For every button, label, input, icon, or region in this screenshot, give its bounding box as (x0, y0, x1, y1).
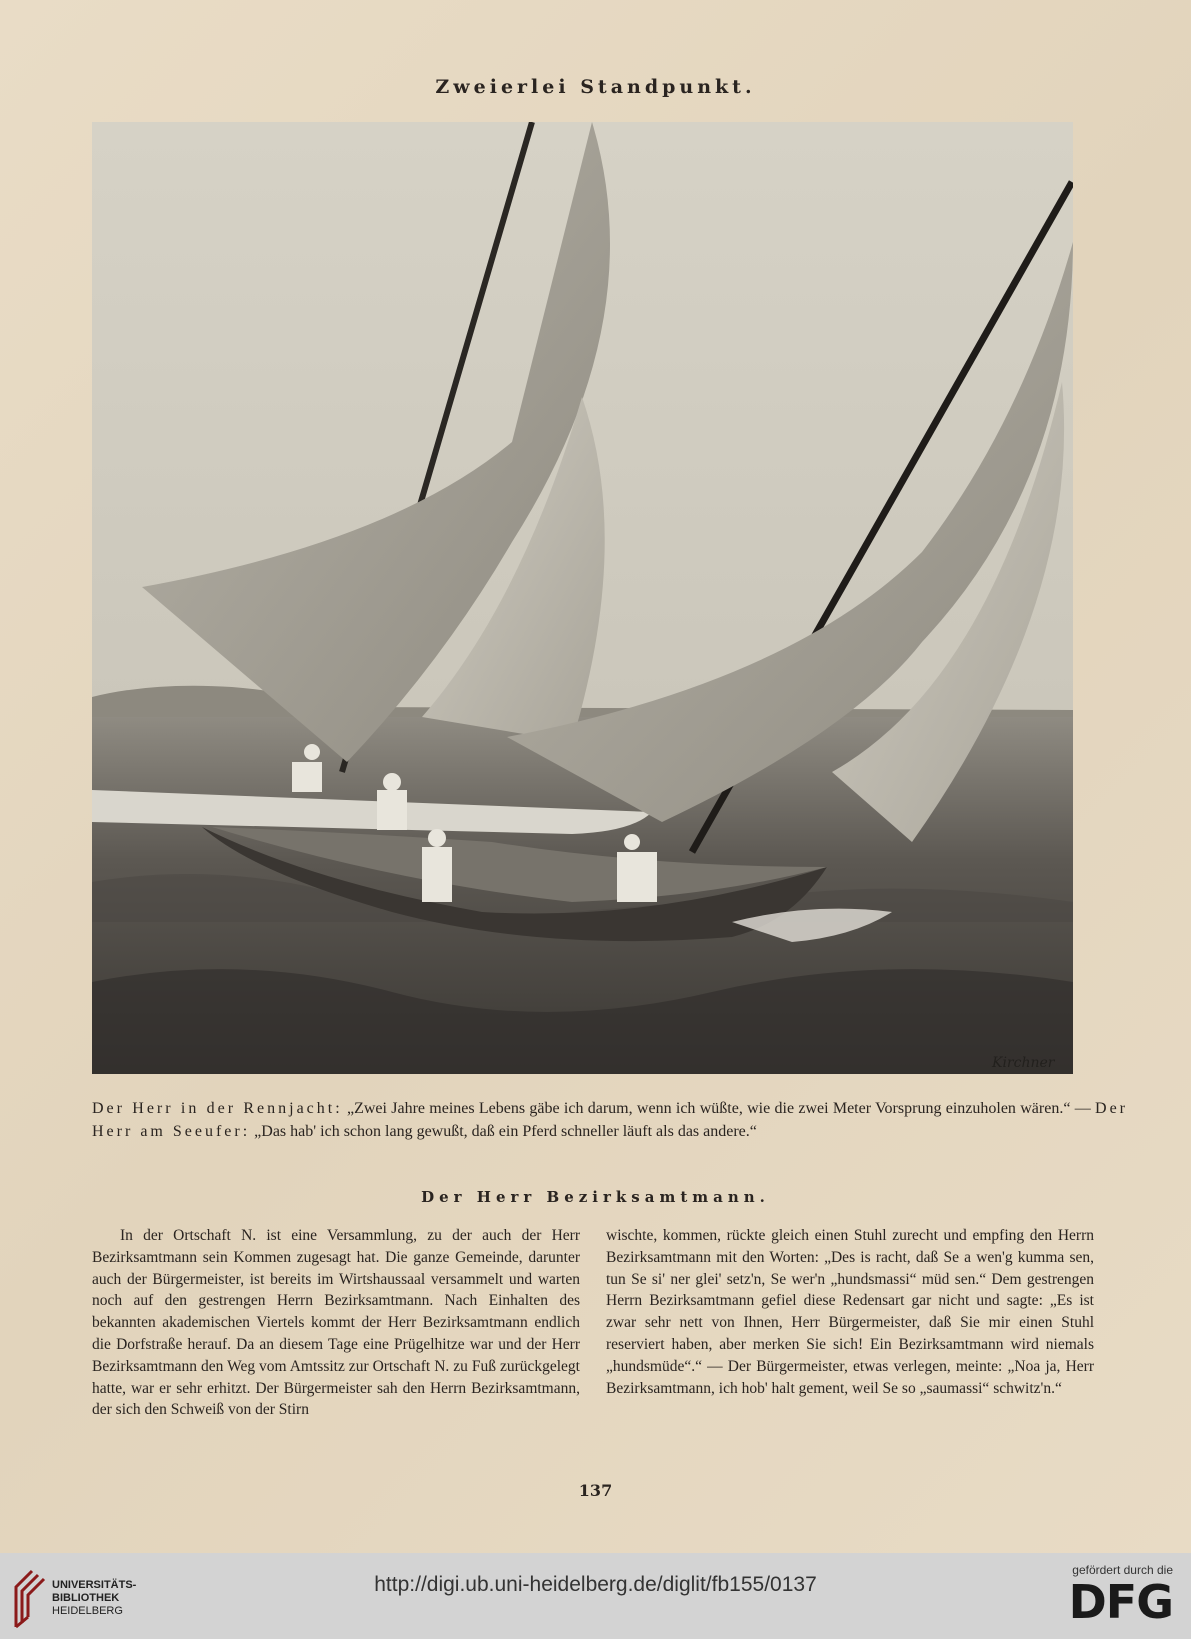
sailing-yachts-illustration (92, 122, 1073, 1074)
library-name-line-3: HEIDELBERG (52, 1604, 123, 1617)
article-text-left: In der Ortschaft N. ist eine Versammlung, zu der auch der Herr Bezirksamtmann sein Kommen zugesagt hat. Die ganze Gemeinde, darunter auch der Bürgermeister, ist bereits im Wirtshaussaal versammelt und warten noch auf den gestrengen Herrn Bezirksamtmann. Nach Einhalten des bekannten akademischen Viertels kommt der Herr Bezirksamtmann endlich die Dorfstraße herauf. Da an diesem Tage eine Prügelhitze war und der Herr Bezirksamtmann den Weg vom Amtssitz zur Ortschaft N. zu Fuß zurückgelegt hatte, war er sehr erhitzt. Der Bürgermeister sah den Herrn Bezirksamtmann, der sich den Schweiß von der Stirn (92, 1227, 580, 1419)
article-column-left (92, 1225, 580, 1421)
library-name-line-1: UNIVERSITÄTS- (52, 1578, 137, 1591)
article-column-right (606, 1225, 1094, 1399)
dfg-logo[interactable]: DFG (1068, 1575, 1173, 1629)
permalink-url[interactable]: http://digi.ub.uni-heidelberg.de/diglit/fb155/0137 (374, 1573, 817, 1596)
illustration-caption (92, 1097, 1128, 1143)
library-name-line-2: BIBLIOTHEK (52, 1591, 120, 1604)
funding-label: gefördert durch die (1072, 1563, 1173, 1577)
dfg-funding (1069, 1563, 1173, 1627)
caption-quote-1: „Zwei Jahre meines Lebens gäbe ich darum, wenn ich wüßte, wie die zwei Meter Vorsprung einzuholen wären.“ — (346, 1100, 1091, 1117)
caption-speaker-2: Der Herr am Seeufer: (92, 1100, 1128, 1140)
caption-quote-2: „Das hab' ich schon lang gewußt, daß ein Pferd schneller läuft als das andere.“ (254, 1123, 757, 1140)
page-number: 137 (578, 1481, 613, 1500)
running-title: Zweierlei Standpunkt. (435, 76, 756, 98)
article-text-right: wischte, kommen, rückte gleich einen Stuhl zurecht und empfing den Herrn Bezirksamtmann mit den Worten: „Des is racht, daß Se a wen'g kumma sen, tun Se si' ner glei' setz'n, Se wer'n „hundsmassi“ müd sen.“ Dem gestrengen Herrn Bezirksamtmann gefiel diese Redensart gar nicht und sagte: „Es ist zwar sehr nett von Ihnen, Herr Bürgermeister, daß Sie mir einen Stuhl reserviert haben, aber merken Sie sich! Ein Bezirksamtmann wird niemals „hundsmüde“.“ — Der Bürgermeister, etwas verlegen, meinte: „Noa ja, Herr Bezirksamtmann, ich hob' halt gement, weil Se so „saumassi“ schwitz'n.“ (606, 1227, 1094, 1397)
caption-speaker-1: Der Herr in der Rennjacht: (92, 1100, 343, 1117)
digitization-footer (0, 1553, 1191, 1639)
article-heading: Der Herr Bezirksamtmann. (421, 1188, 770, 1206)
artist-signature: Kirchner (992, 1055, 1055, 1071)
